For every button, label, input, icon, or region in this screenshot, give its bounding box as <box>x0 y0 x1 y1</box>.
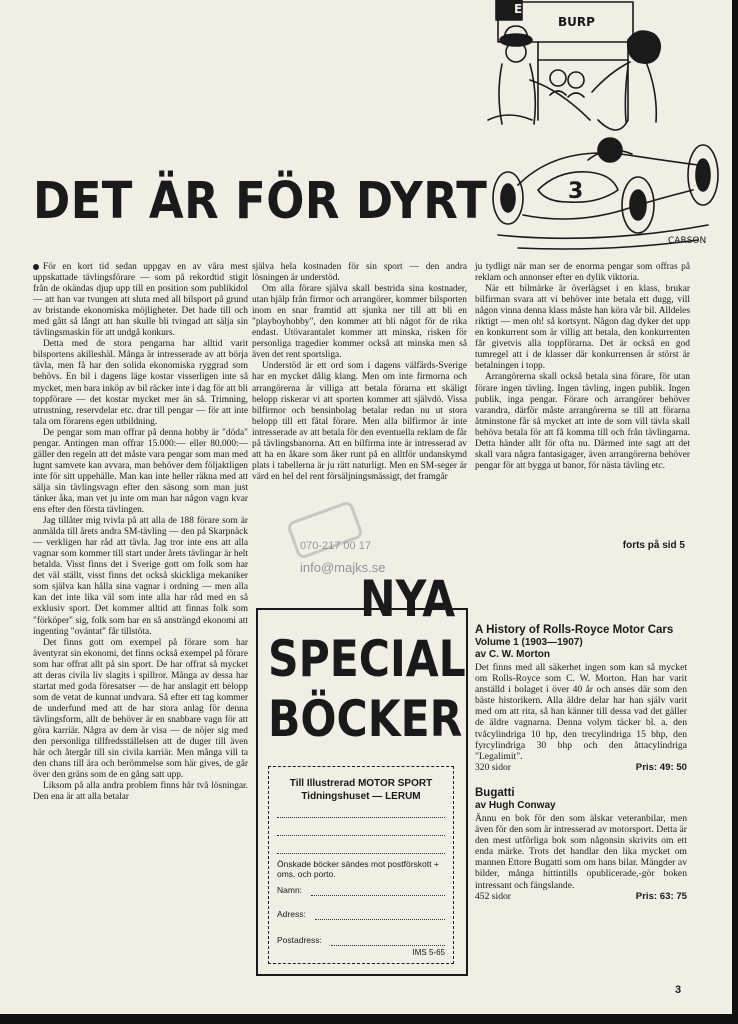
watermark-phone: 070-217 00 17 <box>300 540 371 552</box>
cartoon-car-number: 3 <box>568 179 584 204</box>
cartoon-sign-text: BURP <box>558 15 595 29</box>
order-coupon <box>268 766 454 964</box>
book-pages: 320 sidor <box>475 761 511 773</box>
article-column-2 <box>252 262 467 542</box>
cartoon-artist-signature: CARSON <box>668 236 707 246</box>
book-item <box>475 624 687 773</box>
page-number: 3 <box>675 984 682 996</box>
article-paragraph: ju tydligt när man ser de enorma pengar som offras på reklam och annonser efter en dylik viktoria. <box>475 262 690 284</box>
article-column-1 <box>33 262 248 974</box>
watermark <box>300 540 385 574</box>
book-title: A History of Rolls-Royce Motor Cars <box>475 624 674 636</box>
book-description: Ännu en bok för den som älskar veteranbilar, men även för den som är intresserad av motorsport. Detta är den mest utförliga bok som någonsin skrivits om ett enda märke. Trots det handlar den lika mycket om mannen Ettore Bugatti som om hans bilar. Mängder av bilder, många hittintills opublicerade,-gör boken intressant och fängslande. <box>475 812 687 891</box>
coupon-write-line[interactable] <box>277 835 445 836</box>
coupon-code: IMS 5-65 <box>412 948 445 957</box>
coupon-name-label: Namn: <box>277 885 303 895</box>
article-paragraph: För en kort tid sedan uppgav en av våra mest uppskattade tävlingsförare — som på rekordtid stigit från de okändas djup upp till en position som publikidol — att han var tvungen att sluta med all bilsport på grund av bristande ekonomiska möjligheter. Det hade till och med gått så långt att han skulle bli tvingad att sälja sin tävlingsmaskin för att undgå konkurs. <box>33 262 248 339</box>
ad-title-bocker: BÖCKER <box>268 690 463 748</box>
coupon-write-line[interactable] <box>277 817 445 818</box>
book-meta <box>475 891 687 902</box>
book-price: Pris: 63: 75 <box>635 890 687 902</box>
book-listings <box>475 624 687 902</box>
article-paragraph: Liksom på alla andra problem finns här två lösningar. Den ena är att alla betalar <box>33 781 248 803</box>
book-pages: 452 sidor <box>475 890 511 902</box>
book-item <box>475 787 687 902</box>
article-paragraph: Detta med de stora pengarna har alltid varit bilsportens akilleshäl. Många är intresserade av att börja tävla, men få har den solida ekonomiska ryggrad som behövs. En bil i dagens läge kostar visserligen inte så mycket, men bara inköp av bil räcker inte i dag för att bli toppförare — det kostar mycket mer än så. Trimning, utrustning, reservdelar etc. drar till pengar — för att inte tala om förarens egen utbildning. <box>33 339 248 427</box>
racing-cartoon-illustration <box>478 0 733 252</box>
book-price: Pris: 49: 50 <box>635 761 687 773</box>
book-title: Bugatti <box>475 786 515 799</box>
article-paragraph: När ett bilmärke är överlägset i en klass, brukar bilfirman svara att vi behöver inte betala ett dugg, vill någon vinna denna klass måste han köra vår bil. Alldeles riktigt — men oh! så kortsynt. Någon dag dyker det upp en konkurrent som är villig att betala, den konkurrenten får givetvis alla toppförarna. Det är också en god tumregel att i de klasser där konkurrensen är störst är betalningen i topp. <box>475 284 690 372</box>
article-paragraph: Arrangörerna skall också betala sina förare, för utan förare ingen tävling. Ingen tävling, ingen publik. Ingen publik, inga pengar. Förare och arrangörer behöver varandra, därför måste arrangörerna se till att förarna åtminstone får så mycket att inte de som vill tävla skall behöva betala för att få komma till och från tävlingarna. Detta händer allt för ofta nu. Därmed inte sagt att det skall vara några fantasigager, även arrangörerna behöver pengar för att bygga ut banor, för nästa tävling etc. <box>475 372 690 471</box>
article-paragraph: Understöd är ett ord som i dagens välfärds-Sverige har en mycket dålig klang. Men om inte firmorna och arrangörerna är villiga att betala förarna ett skäligt belopp riskerar vi att sporten kommer att självdö. Vissa bilfirmor och bensinbolag betalar redan nu ut stora belopp till ett fåtal förare. Men alla bilfirmor är inte intresserade av att betala för den eventuella reklam de får på tävlingsbanorna. Att en bilfirma inte är intresserad av att ha en åkare som åker runt på en alltför undanskymd plats i tabellerna är ju rätt naturligt. Men en SM-seger är värd en hel del rent försäljningsmässigt, det framgår <box>252 361 467 482</box>
book-subtitle: Volume 1 (1903—1907) <box>475 637 583 648</box>
cartoon-sign-prefix: EN <box>514 2 533 16</box>
watermark-email: info@majks.se <box>300 560 386 575</box>
article-headline: DET ÄR FÖR DYRT <box>33 172 488 231</box>
book-author: av Hugh Conway <box>475 799 556 811</box>
bullet-icon <box>33 264 39 270</box>
coupon-write-line[interactable] <box>277 853 445 854</box>
coupon-address-field[interactable] <box>315 919 445 920</box>
continued-on-page: forts på sid 5 <box>622 540 685 551</box>
ad-title-special: SPECIAL <box>268 630 466 688</box>
book-author: av C. W. Morton <box>475 649 550 660</box>
ad-title-nya: NYA <box>360 570 456 628</box>
coupon-recipient-line-1: Till Illustrerad MOTOR SPORT <box>289 778 433 789</box>
article-paragraph: Jag tillåter mig tvivla på att alla de 188 förare som är anmälda till årets andra SM-tävling — den på Skarpnäck — verkligen har råd att tävla. Jag tror inte ens att alla vagnar som kommer till start under årets tävlingar är helt betalda. Visst finns det i Sverige gott om folk som har det väl ställt, visst finns det också skickliga mekaniker som själva kan hålla sina vagnar i ordning — men alla kan det inte lika väl som inte alla har råd med en så exklusiv sport. Det kommer alltid att finnas folk som "förköper" sig, folk som har en så ansträngd ekonomi att ingenting "oväntat" får tillstöta. <box>33 516 248 637</box>
article-column-3 <box>475 262 690 542</box>
article-paragraph: Om alla förare själva skall bestrida sina kostnader, utan hjälp från firmor och arrangörer, kommer bilsporten inom en snar framtid att sjunka ner till att bli en "playboyhobby", den kommer att bli något för de rika endast. Utövarantalet kommer att minska, risken för personliga tragedier kommer också att minska men så även det rent sportsliga. <box>252 284 467 361</box>
coupon-postal-label: Postadress: <box>277 935 322 945</box>
article-paragraph: Det finns gott om exempel på förare som har äventyrat sin ekonomi, det finns också exempel på förare som har offrat allt på sin sport. De har offrat så mycket att deras civila liv slagits i spillror. Många av dessa har startat med goda föresatser — de har anslagit ett belopp som de vetat de kunnat undvara. Så efter ett tag kommer de underfund med att de har stora anlag för denna tävlingsform, allt de behöver är en snabbare vagn för att göra karriär. Några av dem är visa — de nöjer sig med den personliga tillfredsställelsen att de duger till även här och återgår till sin civila karriär. Men många vill ta den chans till ära och berömmelse som här gives, de går över den gräns som de en gång satt upp. <box>33 637 248 781</box>
coupon-name-field[interactable] <box>311 895 445 896</box>
book-description: Det finns med all säkerhet ingen som kan så mycket om Rolls-Royce som C. W. Morton. Han har varit anställd i bolaget i över 40 år och anses där som den bäste historikern. Alla äldre delar har han själv varit med om att rita, så han känner till dessa vad det gäller de äldre vagnarna. Denna volym täcker bl. a. den tvåcylindriga 10 hp, den trecylindriga 15 bhp, den fyrcylindriga 30 bhp och den åttacylindriga "Legalimit". <box>475 662 687 762</box>
book-meta <box>475 762 687 773</box>
coupon-address-label: Adress: <box>277 909 306 919</box>
coupon-recipient-line-2: Tidningshuset — LERUM <box>301 791 421 802</box>
article-paragraph: De pengar som man offrar på denna hobby är "döda" pengar. Antingen man offrar 15.000:— eller 80.000:— gäller den regeln att det måste vara pengar som man med lugnt samvete kan avvara, man behöver dem följaktligen inte för sitt uppehälle. Man kan inte heller räkna med att sälja sin tävlingsvagn efter den säsong som man just tänker åka, man vet ju inte om man har någon vagn kvar ens efter den första tävlingen. <box>33 427 248 516</box>
article-paragraph: själva hela kostnaden för sin sport — den andra lösningen är understöd. <box>252 262 467 284</box>
coupon-note: Önskade böcker sändes mot postförskott + oms. och porto. <box>277 859 439 879</box>
scan-edge-bottom <box>0 1014 738 1024</box>
coupon-recipient <box>269 777 453 803</box>
coupon-postal-field[interactable] <box>331 945 445 946</box>
